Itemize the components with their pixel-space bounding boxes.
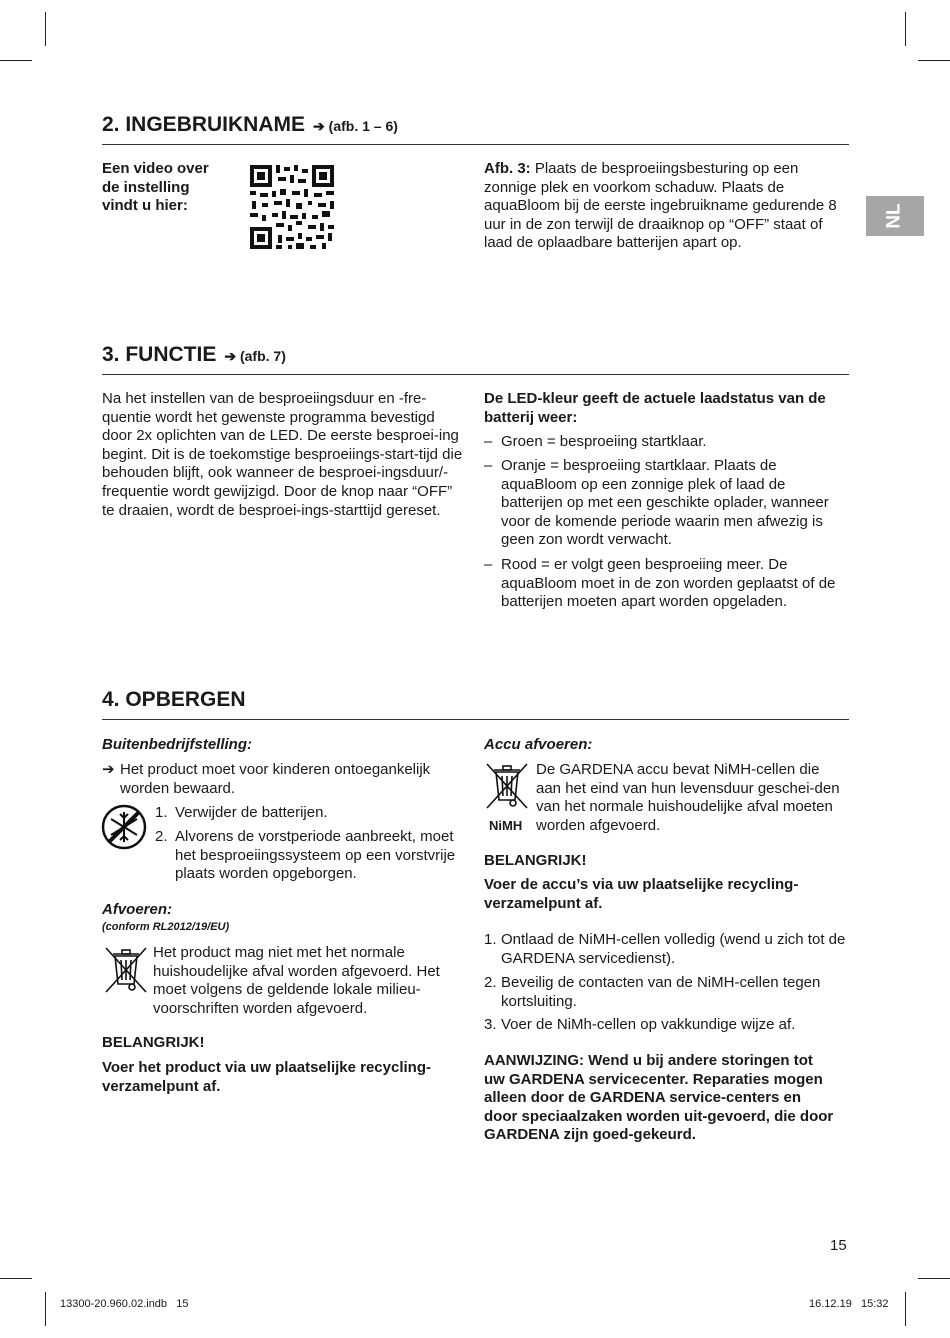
footer-file: 13300-20.960.02.indb 15 bbox=[60, 1298, 189, 1310]
crop-mark bbox=[0, 1278, 32, 1279]
buiten-step-2: Alvorens de vorstperiode aanbreekt, moet het besproeiingssysteem op een vorstvrije plaats worden opgeborgen. bbox=[175, 828, 456, 883]
crop-mark bbox=[0, 60, 32, 61]
afvoeren-heading: Afvoeren: bbox=[102, 901, 173, 918]
section-2-title bbox=[102, 113, 398, 137]
led-dash: – bbox=[484, 556, 493, 573]
led-item-oranje: Oranje = besproeiing startklaar. Plaats de aquaBloom op een zonnige plek of laad de batterijen op met een geschikte oplader, wanneer voor de komende periode waarin men afwezig is geen zon wordt verwacht. bbox=[501, 457, 829, 549]
accu-heading: Accu afvoeren: bbox=[484, 736, 593, 753]
led-dash: – bbox=[484, 433, 493, 450]
crossed-bin-nimh-icon bbox=[484, 761, 530, 811]
afb3-text: Plaats de besproeiingsbesturing op een zonnige plek en voorkom schaduw. Plaats de aquaBloom bij de eerste ingebruikname gedurende 8 uur in de zon terwijl de draaiknop op “OFF” staat of laad de oplaadbare batterijen apart op. bbox=[484, 160, 837, 252]
section-2-title-text: 2. INGEBRUIKNAME bbox=[102, 113, 306, 136]
language-tab bbox=[866, 196, 924, 236]
section-4-title-text: 4. OPBERGEN bbox=[102, 688, 246, 711]
section-3-title bbox=[102, 343, 286, 367]
afvoeren-text: Het product mag niet met het normale huishoudelijke afval worden afgevoerd. Het moet volgens de geldende lokale milieu-voorschriften worden afgevoerd. bbox=[153, 944, 440, 1017]
buiten-step-1: Verwijder de batterijen. bbox=[175, 804, 328, 821]
step-number: 1. bbox=[484, 931, 497, 948]
belangrijk-right: BELANGRIJK! bbox=[484, 852, 587, 869]
section-2-rule bbox=[102, 144, 849, 145]
belangrijk-left: BELANGRIJK! bbox=[102, 1034, 205, 1051]
aanwijzing: AANWIJZING: Wend u bij andere storingen tot uw GARDENA servicecenter. Reparaties mogen alleen door de GARDENA service-centers en door speciaalzaken worden uit-gevoerd, die door GARDENA zijn goed-gekeurd. bbox=[484, 1052, 834, 1144]
functie-paragraph: Na het instellen van de besproeiingsduur en -fre-quentie wordt het gewenste programma bevestigd door 2x oplichten van de LED. De eerste besproei-ing begint. Dit is de toekomstige besproeiings-start-tijd die behouden blijft, ook wanneer de besproei-ingsduur/-frequentie wordt gewijzigd. Door de knop naar “OFF” te draaien, wordt de besproei-ings-starttijd gereset. bbox=[102, 390, 463, 519]
crop-mark bbox=[905, 12, 906, 46]
led-dash: – bbox=[484, 457, 493, 474]
belangrijk-right-text: Voer de accu’s via uw plaatselijke recycling-verzamelpunt af. bbox=[484, 876, 799, 912]
crossed-bin-icon bbox=[103, 945, 149, 995]
no-frost-icon bbox=[100, 803, 148, 851]
video-text: Een video over de instelling vindt u hier: bbox=[102, 160, 209, 215]
step-number: 2. bbox=[484, 974, 497, 991]
afb3-label: Afb. 3: bbox=[484, 160, 531, 177]
accu-step-3: Voer de NiMh-cellen op vakkundige wijze af. bbox=[501, 1016, 796, 1033]
buiten-intro: Het product moet voor kinderen ontoegankelijk worden bewaard. bbox=[120, 761, 431, 797]
crop-mark bbox=[918, 1278, 950, 1279]
accu-step-2: Beveilig de contacten van de NiMH-cellen tegen kortsluiting. bbox=[501, 974, 821, 1010]
buiten-heading: Buitenbedrijfstelling: bbox=[102, 736, 252, 753]
section-3-title-text: 3. FUNCTIE bbox=[102, 343, 217, 366]
accu-text: De GARDENA accu bevat NiMH-cellen die aan het eind van hun levensduur geschei-den van het normale huishoudelijke afval moeten worden afgevoerd. bbox=[536, 761, 840, 834]
footer-date: 16.12.19 15:32 bbox=[809, 1298, 889, 1310]
nimh-label: NiMH bbox=[489, 818, 523, 833]
crop-mark bbox=[45, 1292, 46, 1326]
crop-mark bbox=[45, 12, 46, 46]
afb3-paragraph bbox=[484, 160, 849, 253]
language-tab-label: NL bbox=[883, 203, 905, 229]
arrow-icon: ➔ bbox=[102, 761, 115, 778]
led-heading: De LED-kleur geeft de actuele laadstatus van de batterij weer: bbox=[484, 390, 826, 426]
led-item-groen: Groen = besproeiing startklaar. bbox=[501, 433, 707, 450]
accu-step-1: Ontlaad de NiMH-cellen volledig (wend u zich tot de GARDENA servicedienst). bbox=[501, 931, 846, 967]
afvoeren-sub: (conform RL2012/19/EU) bbox=[102, 921, 230, 933]
section-4-rule bbox=[102, 719, 849, 720]
belangrijk-left-text: Voer het product via uw plaatselijke recycling-verzamelpunt af. bbox=[102, 1059, 431, 1095]
step-number: 3. bbox=[484, 1016, 497, 1033]
section-4-title bbox=[102, 688, 246, 712]
qr-code-icon[interactable] bbox=[248, 163, 336, 251]
step-number: 1. bbox=[155, 804, 168, 821]
step-number: 2. bbox=[155, 828, 168, 845]
page-number: 15 bbox=[830, 1237, 847, 1254]
section-3-rule bbox=[102, 374, 849, 375]
section-3-ref: ➔ (afb. 7) bbox=[224, 348, 286, 364]
crop-mark bbox=[918, 60, 950, 61]
crop-mark bbox=[905, 1292, 906, 1326]
led-item-rood: Rood = er volgt geen besproeiing meer. De aquaBloom moet in de zon worden geplaatst of de batterijen moeten apart worden opgeladen. bbox=[501, 556, 836, 611]
section-2-ref: ➔ (afb. 1 – 6) bbox=[313, 118, 398, 134]
